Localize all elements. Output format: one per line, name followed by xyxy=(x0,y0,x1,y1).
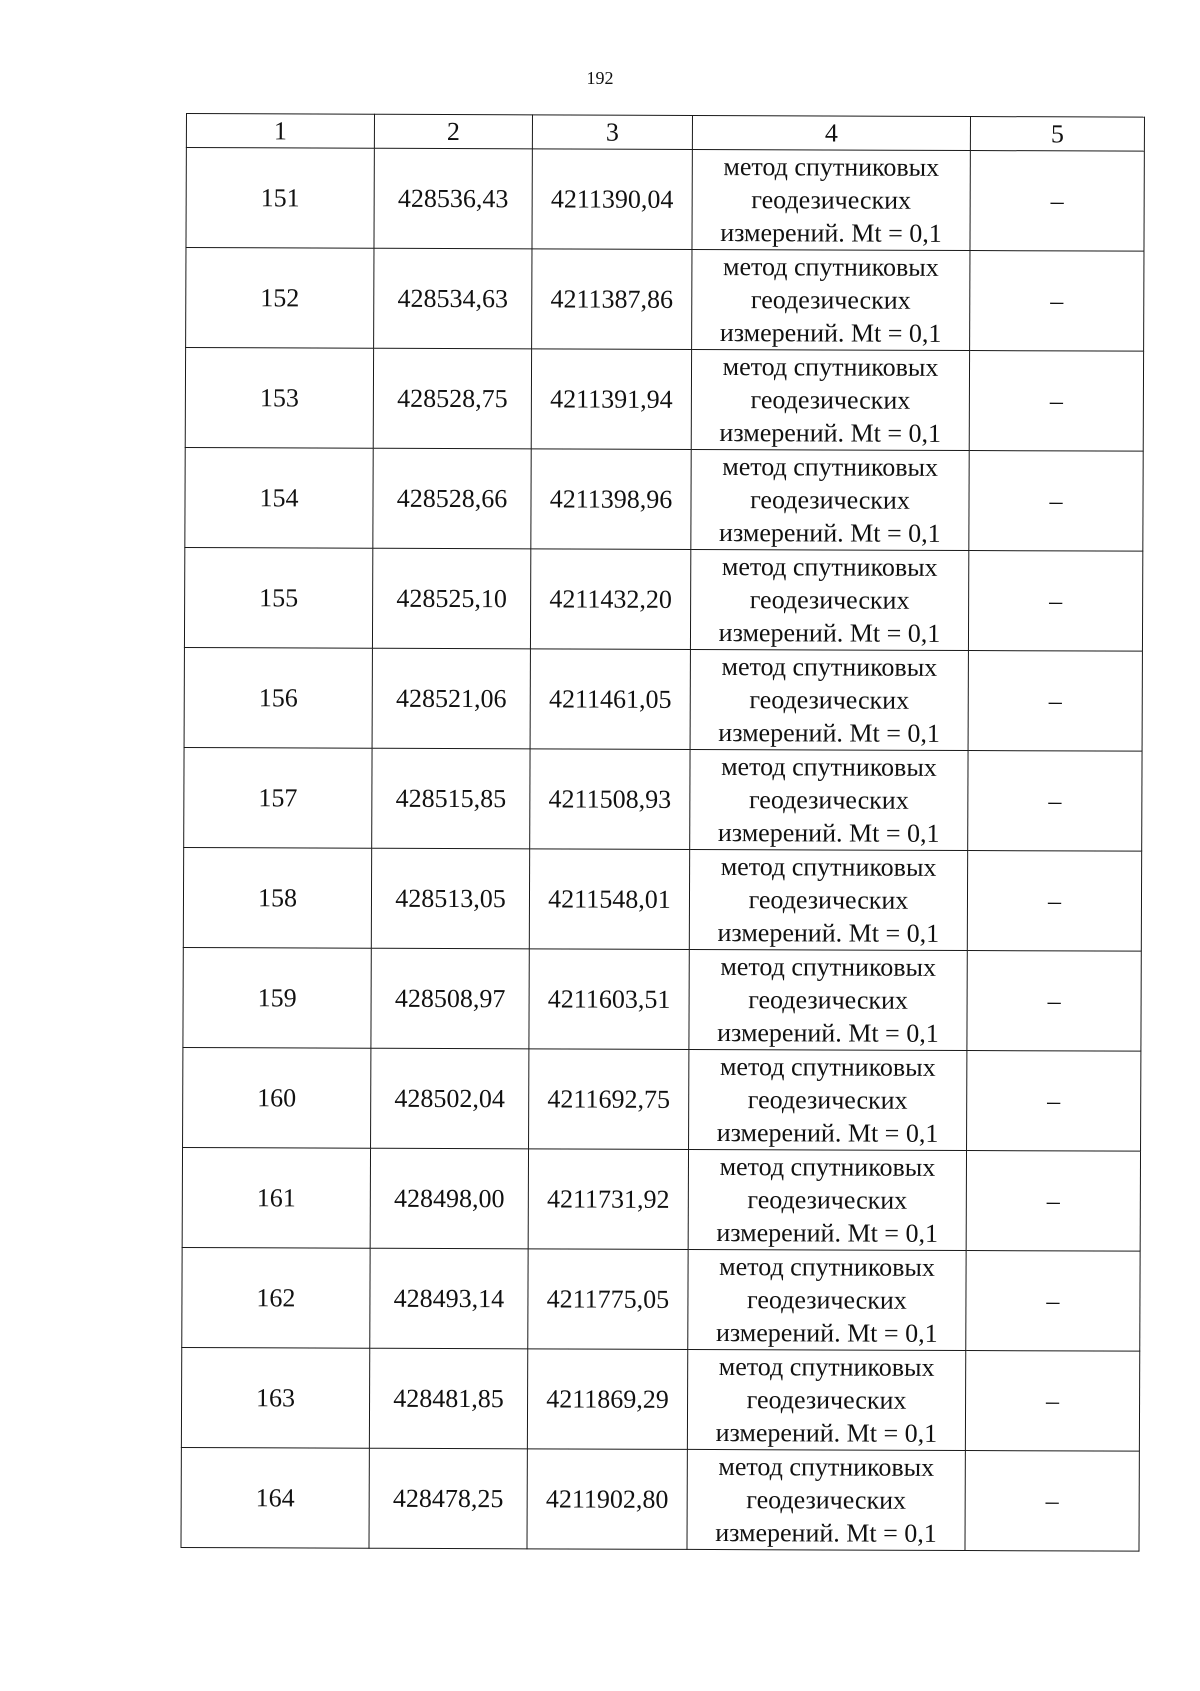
method-text-line: измерений. Mt = 0,1 xyxy=(715,1418,938,1448)
x-coordinate-cell: 428502,04 xyxy=(371,1048,529,1149)
method-cell xyxy=(687,1349,965,1450)
point-number-cell: 155 xyxy=(184,547,372,648)
method-text-line: метод спутниковых xyxy=(718,1352,935,1382)
x-coordinate-cell: 428521,06 xyxy=(372,648,530,749)
method-text-line: геодезических xyxy=(747,1185,908,1215)
method-cell xyxy=(689,849,967,950)
y-coordinate-cell: 4211398,96 xyxy=(531,449,691,550)
table-row xyxy=(181,1447,1139,1551)
x-coordinate-cell: 428525,10 xyxy=(372,548,530,649)
method-text-line: геодезических xyxy=(748,885,909,915)
method-text-line: измерений. Mt = 0,1 xyxy=(716,1118,939,1148)
y-coordinate-cell: 4211902,80 xyxy=(527,1449,687,1550)
point-number-cell: 159 xyxy=(183,947,371,1048)
x-coordinate-cell: 428536,43 xyxy=(374,148,532,249)
method-text-line: измерений. Mt = 0,1 xyxy=(717,918,940,948)
note-cell: – xyxy=(969,351,1143,452)
y-coordinate-cell: 4211692,75 xyxy=(529,1049,689,1150)
coordinates-table xyxy=(180,113,1145,1552)
y-coordinate-cell: 4211391,94 xyxy=(531,349,691,450)
method-text-line: геодезических xyxy=(746,1485,907,1515)
note-cell: – xyxy=(967,951,1141,1052)
point-number-cell: 154 xyxy=(185,447,373,548)
note-cell: – xyxy=(968,651,1142,752)
column-header-2: 2 xyxy=(374,114,532,149)
x-coordinate-cell: 428515,85 xyxy=(372,748,530,849)
x-coordinate-cell: 428493,14 xyxy=(370,1248,528,1349)
method-text-line: метод спутниковых xyxy=(721,652,938,682)
point-number-cell: 156 xyxy=(184,647,372,748)
method-cell xyxy=(689,1049,967,1150)
table-row xyxy=(183,1047,1141,1151)
point-number-cell: 160 xyxy=(183,1047,371,1148)
table-row xyxy=(182,1147,1140,1251)
column-header-1: 1 xyxy=(186,114,374,149)
method-text-line: измерений. Mt = 0,1 xyxy=(719,518,941,548)
point-number-cell: 151 xyxy=(186,148,374,249)
method-text-line: измерений. Mt = 0,1 xyxy=(718,718,940,748)
table-row xyxy=(183,947,1141,1051)
table-row xyxy=(184,647,1142,751)
y-coordinate-cell: 4211387,86 xyxy=(532,249,692,350)
method-cell xyxy=(691,449,969,550)
method-text-line: измерений. Mt = 0,1 xyxy=(715,1518,937,1548)
table-row xyxy=(185,447,1143,551)
method-cell xyxy=(688,1249,966,1350)
method-text-line: геодезических xyxy=(751,185,912,215)
method-text-line: метод спутниковых xyxy=(719,1052,936,1082)
method-text-line: измерений. Mt = 0,1 xyxy=(716,1218,939,1248)
method-cell xyxy=(690,549,968,650)
method-text-line: метод спутниковых xyxy=(722,452,939,482)
table-row xyxy=(186,248,1144,352)
method-text-line: геодезических xyxy=(749,585,910,615)
note-cell: – xyxy=(970,151,1144,252)
method-text-line: измерений. Mt = 0,1 xyxy=(720,218,942,248)
column-header-4: 4 xyxy=(692,115,970,150)
point-number-cell: 164 xyxy=(181,1447,369,1548)
method-cell xyxy=(688,1149,966,1250)
y-coordinate-cell: 4211775,05 xyxy=(528,1249,688,1350)
method-text-line: измерений. Mt = 0,1 xyxy=(719,318,942,348)
point-number-cell: 162 xyxy=(182,1247,370,1348)
table-row xyxy=(184,547,1142,651)
y-coordinate-cell: 4211432,20 xyxy=(530,549,690,650)
method-text-line: метод спутниковых xyxy=(718,1452,935,1482)
method-cell xyxy=(689,949,967,1050)
method-text-line: геодезических xyxy=(748,985,909,1015)
note-cell: – xyxy=(965,1451,1139,1552)
note-cell: – xyxy=(967,851,1141,952)
method-text-line: метод спутниковых xyxy=(720,852,937,882)
method-text-line: геодезических xyxy=(746,1385,907,1415)
x-coordinate-cell: 428513,05 xyxy=(371,848,529,949)
table-row xyxy=(182,1247,1140,1351)
method-text-line: геодезических xyxy=(747,1285,907,1315)
method-text-line: метод спутниковых xyxy=(722,352,939,382)
table-header xyxy=(186,114,1144,152)
method-text-line: геодезических xyxy=(747,1085,908,1115)
x-coordinate-cell: 428528,66 xyxy=(373,448,531,549)
table-row xyxy=(185,348,1143,452)
method-text-line: метод спутниковых xyxy=(721,752,937,782)
note-cell: – xyxy=(970,251,1144,352)
method-cell xyxy=(692,249,970,350)
note-cell: – xyxy=(966,1251,1140,1352)
method-cell xyxy=(692,149,970,250)
y-coordinate-cell: 4211461,05 xyxy=(530,649,690,750)
note-cell: – xyxy=(968,551,1142,652)
x-coordinate-cell: 428498,00 xyxy=(370,1148,528,1249)
method-text-line: геодезических xyxy=(748,785,909,815)
method-text-line: метод спутниковых xyxy=(719,1152,936,1182)
point-number-cell: 153 xyxy=(185,348,373,449)
method-text-line: метод спутниковых xyxy=(723,152,940,182)
y-coordinate-cell: 4211548,01 xyxy=(529,849,689,950)
method-text-line: измерений. Mt = 0,1 xyxy=(719,418,942,448)
note-cell: – xyxy=(969,451,1143,552)
method-text-line: измерений. Mt = 0,1 xyxy=(715,1318,938,1348)
page-number: 192 xyxy=(586,68,614,88)
y-coordinate-cell: 4211603,51 xyxy=(529,949,689,1050)
table-row xyxy=(181,1347,1139,1451)
note-cell: – xyxy=(965,1351,1139,1452)
method-text-line: измерений. Mt = 0,1 xyxy=(717,818,940,848)
table-body xyxy=(181,148,1144,1552)
column-header-3: 3 xyxy=(532,115,692,150)
column-header-5: 5 xyxy=(970,117,1144,152)
method-text-line: метод спутниковых xyxy=(719,1252,935,1282)
point-number-cell: 157 xyxy=(184,747,372,848)
method-cell xyxy=(690,749,968,850)
x-coordinate-cell: 428528,75 xyxy=(373,348,531,449)
method-text-line: метод спутниковых xyxy=(720,952,937,982)
x-coordinate-cell: 428478,25 xyxy=(369,1448,527,1549)
method-text-line: геодезических xyxy=(750,285,911,315)
point-number-cell: 161 xyxy=(182,1147,370,1248)
point-number-cell: 158 xyxy=(183,847,371,948)
method-text-line: метод спутниковых xyxy=(722,252,939,282)
method-text-line: измерений. Mt = 0,1 xyxy=(717,1018,939,1048)
note-cell: – xyxy=(968,751,1142,852)
table-row xyxy=(183,847,1141,951)
method-text-line: метод спутниковых xyxy=(721,552,938,582)
method-text-line: геодезических xyxy=(749,685,910,715)
table-row xyxy=(186,148,1144,252)
point-number-cell: 152 xyxy=(186,248,374,349)
y-coordinate-cell: 4211390,04 xyxy=(532,149,692,250)
method-cell xyxy=(691,349,969,450)
x-coordinate-cell: 428481,85 xyxy=(369,1348,527,1449)
method-text-line: измерений. Mt = 0,1 xyxy=(718,618,941,648)
note-cell: – xyxy=(967,1051,1141,1152)
x-coordinate-cell: 428508,97 xyxy=(371,948,529,1049)
y-coordinate-cell: 4211869,29 xyxy=(527,1349,687,1450)
x-coordinate-cell: 428534,63 xyxy=(374,248,532,349)
method-cell xyxy=(687,1449,965,1550)
method-text-line: геодезических xyxy=(750,385,911,415)
header-row xyxy=(186,114,1144,152)
note-cell: – xyxy=(966,1151,1140,1252)
y-coordinate-cell: 4211508,93 xyxy=(530,749,690,850)
y-coordinate-cell: 4211731,92 xyxy=(528,1149,688,1250)
method-cell xyxy=(690,649,968,750)
method-text-line: геодезических xyxy=(750,485,910,515)
table-row xyxy=(184,747,1142,851)
point-number-cell: 163 xyxy=(181,1347,369,1448)
